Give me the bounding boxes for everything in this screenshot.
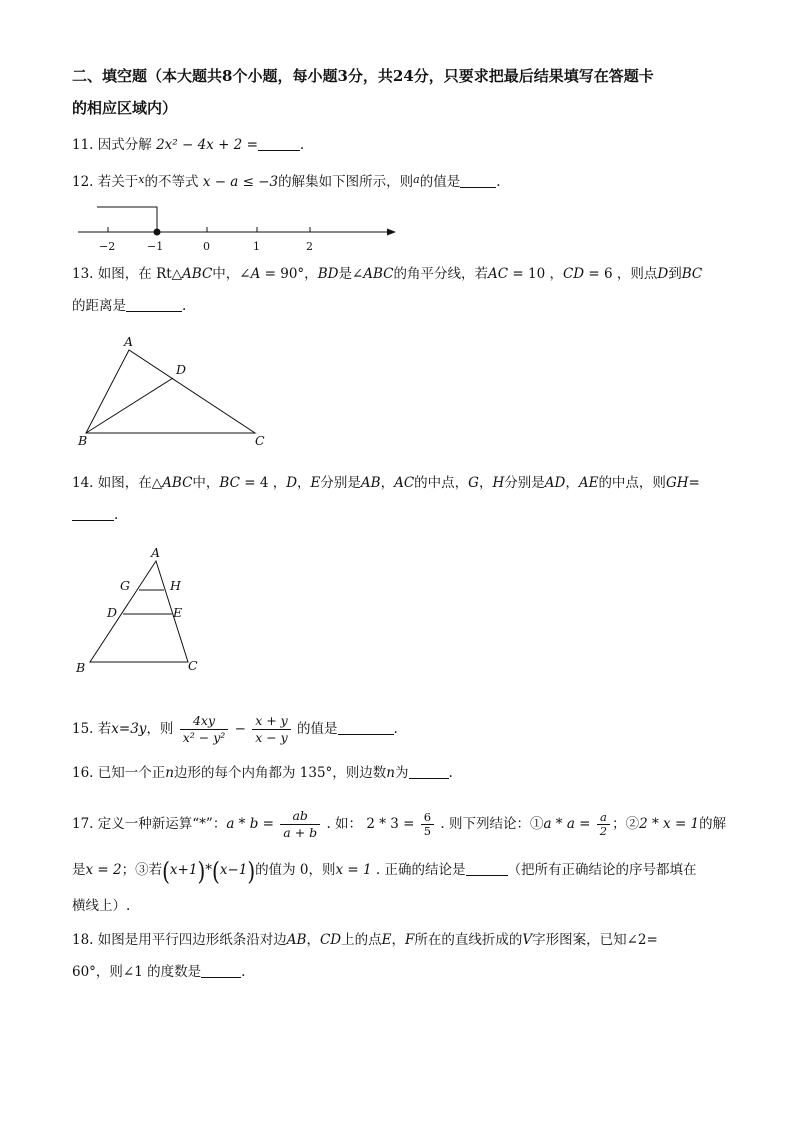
q12-var-x: x [138,173,145,186]
q16-text-1: 已知一个正 [97,765,166,781]
label-g: G [120,578,130,593]
q16-answer-blank[interactable] [409,764,449,779]
q14-ae: AE [578,475,599,491]
label-a-2: A [151,545,161,560]
q17-line2-e: （把所有正确结论的序号都填在 [507,862,697,878]
q16-text-3: 为 [395,765,409,781]
tick-label-1: 1 [253,240,260,253]
q14-ac: AC [394,475,415,491]
q17-paren-open-2: ( [212,855,220,886]
label-d: D [176,362,187,377]
q14-ab: AB [360,475,381,491]
q16-n2: n [386,765,395,781]
q14-text-6: ， [380,475,395,491]
q15-text-3: 的值是 [297,721,338,737]
q16-text-2: 边形的每个内角都为 135°，则边数 [173,765,387,781]
question-17 [72,808,726,841]
tick-label-neg1: −1 [147,240,164,253]
q17-paren-close-1: ) [197,855,206,886]
label-e: E [173,605,183,620]
q14-text-12: = [688,475,700,491]
tick-label-0: 0 [203,240,210,253]
q14-abc: ABC [162,475,193,491]
q14-text-8: ， [478,475,493,491]
q12-text-4: 的值是 [419,174,461,190]
q18-cd: CD [319,932,342,948]
q18-text-4: ， [391,932,405,948]
q17-conclusion-2: 2 * x = 1 [639,816,700,832]
q15-text-2: ，则 [146,721,174,737]
q17-text-2: . 如： [322,816,363,832]
q18-end: . [241,964,246,980]
label-a: A [124,334,134,349]
q14-text-10: ， [565,475,579,491]
q14-g: G [468,475,479,491]
q14-text-11: 的中点，则 [598,475,666,491]
q18-ab: AB [286,932,307,948]
q14-text-3: = 4 ， [239,475,287,491]
q15-minus: − [234,721,246,737]
q17-c3-c: x = 1 [335,862,372,878]
q18-number: 18. [72,932,94,948]
q17-c3-b: x−1 [219,862,248,878]
section-title-line2: 的相应区域内） [72,99,178,117]
question-16 [72,763,453,783]
q11-text: 因式分解 [97,137,152,153]
q14-bc: BC [219,475,240,491]
q15-condition: x=3y [111,721,147,737]
q17-text-3: . 则下列结论：① [436,816,544,832]
q13-text-5: 的角平分线，若 [393,266,488,282]
q17-number: 17. [72,816,94,832]
q17-example-fraction [421,811,434,838]
q13-cd: CD [562,266,585,282]
q14-e: E [310,475,321,491]
q12-inequality: x − a ≤ −3 [202,174,279,190]
q17-c1-fraction [597,811,610,838]
q13-text-2: 中，∠ [212,266,251,282]
q14-text-9: 分别是 [504,475,545,491]
q13-line2-text: 的距离是 [72,298,126,314]
q17-ex-denominator: 5 [423,824,432,838]
q11-end: . [299,137,305,153]
q14-text-5: 分别是 [320,475,361,491]
q17-c3-a: x+1 [169,862,198,878]
q17-star: * [205,862,212,878]
question-18-line2 [72,962,245,982]
q12-text-2: 的不等式 [144,174,199,190]
q15-answer-blank[interactable] [338,720,394,735]
q18-e: E [381,932,392,948]
q13-abc2: ABC [363,266,394,282]
q18-text-5: 所在的直线折成的 [414,932,523,948]
q13-bc: BC [681,266,703,282]
q17-ex-numerator: 6 [421,811,434,825]
tick-label-neg2: −2 [99,240,116,253]
q16-n: n [165,765,174,781]
q15-fraction-1 [180,713,229,746]
q15-number: 15. [72,721,94,737]
label-d-2: D [107,605,118,620]
q17-line2-a: 是 [72,862,86,878]
q17-example: 2 * 3 = [366,816,415,832]
q14-text-1: 如图，在△ [97,475,163,491]
question-15 [72,713,398,746]
q17-c1-denominator: 2 [599,824,608,838]
q12-var-a: a [413,173,420,186]
q17-def-numerator: ab [280,808,320,825]
q18-line2-text: 60°，则∠1 的度数是 [72,964,202,980]
q14-text-4: ， [297,475,311,491]
q18-text-6: 字形图案，已知∠2= [532,932,658,948]
q11-expression: 2x² − 4x + 2 = [156,137,258,153]
q13-text-1: 如图，在 Rt△ [97,266,183,282]
q12-text-3: 的解集如下图所示，则 [278,174,414,190]
q15-f1-numerator: 4xy [180,713,229,730]
question-18 [72,930,658,950]
q11-number: 11. [72,137,94,153]
q17-line2-b: ；③若 [121,862,163,878]
q17-text-1: 定义一种新运算“*”： [97,816,227,832]
q17-paren-open-1: ( [162,855,170,886]
q17-line2-d: . 正确的结论是 [371,862,466,878]
q17-answer-blank[interactable] [466,861,508,876]
q14-d: D [286,475,298,491]
q14-number: 14. [72,475,94,491]
q14-ad: AD [544,475,566,491]
q15-text-1: 若 [97,721,112,737]
q17-text-5: 的解 [699,816,727,832]
q13-a: A [250,266,261,282]
section-title-line1: 二、填空题（本大题共8个小题，每小题3分，共24分，只要求把最后结果填写在答题卡 [72,67,654,85]
q17-definition: a * b = [226,816,274,832]
label-h: H [170,578,181,593]
q16-end: . [448,765,453,781]
q15-f2-numerator: x + y [252,713,291,730]
q17-conclusion-1: a * a = [543,816,591,832]
q15-end: . [393,721,398,737]
q15-f2-denominator: x − y [255,730,288,745]
q13-text-3: = 90°， [260,266,318,282]
q17-line2-c: 的值为 0，则 [255,862,336,878]
question-17-line2 [72,855,697,886]
q13-abc: ABC [182,266,213,282]
q17-text-4: ；② [612,816,640,832]
q16-number: 16. [72,765,94,781]
q18-text-3: 上的点 [341,932,382,948]
q12-text-1: 若关于 [97,174,139,190]
question-17-line3: 横线上）. [72,898,131,914]
label-b-2: B [76,660,86,675]
q18-v: V [522,932,533,948]
q13-text-7: = 6 ，则点 [584,266,658,282]
q13-text-8: 到 [668,266,682,282]
q15-fraction-2 [252,713,291,746]
q17-paren-close-2: ) [247,855,256,886]
q13-ac: AC [488,266,509,282]
q14-end: . [114,507,119,523]
q14-text-7: 的中点， [414,475,469,491]
q18-text-2: ， [306,932,320,948]
tick-label-2: 2 [306,240,313,253]
q13-bd: BD [317,266,339,282]
q18-f: F [404,932,415,948]
q17-c2-solution: x = 2 [85,862,122,878]
label-c: C [255,433,265,448]
q17-def-fraction [280,808,320,841]
q15-f1-denominator: x² − y² [182,730,226,745]
q14-text-2: 中， [192,475,220,491]
q13-d: D [657,266,669,282]
q13-text-4: 是∠ [338,266,364,282]
q18-text-1: 如图是用平行四边形纸条沿对边 [97,932,287,948]
q13-number: 13. [72,266,94,282]
q12-number: 12. [72,174,94,190]
q14-gh: GH [665,475,689,491]
label-b: B [78,433,88,448]
label-c-2: C [188,658,198,673]
q14-h: H [492,475,505,491]
q12-end: . [496,174,501,190]
q17-c1-numerator: a [597,811,610,825]
q13-end: . [182,298,187,314]
q18-answer-blank[interactable] [201,963,241,978]
q13-text-6: = 10 ， [508,266,563,282]
q17-def-denominator: a + b [283,825,318,840]
